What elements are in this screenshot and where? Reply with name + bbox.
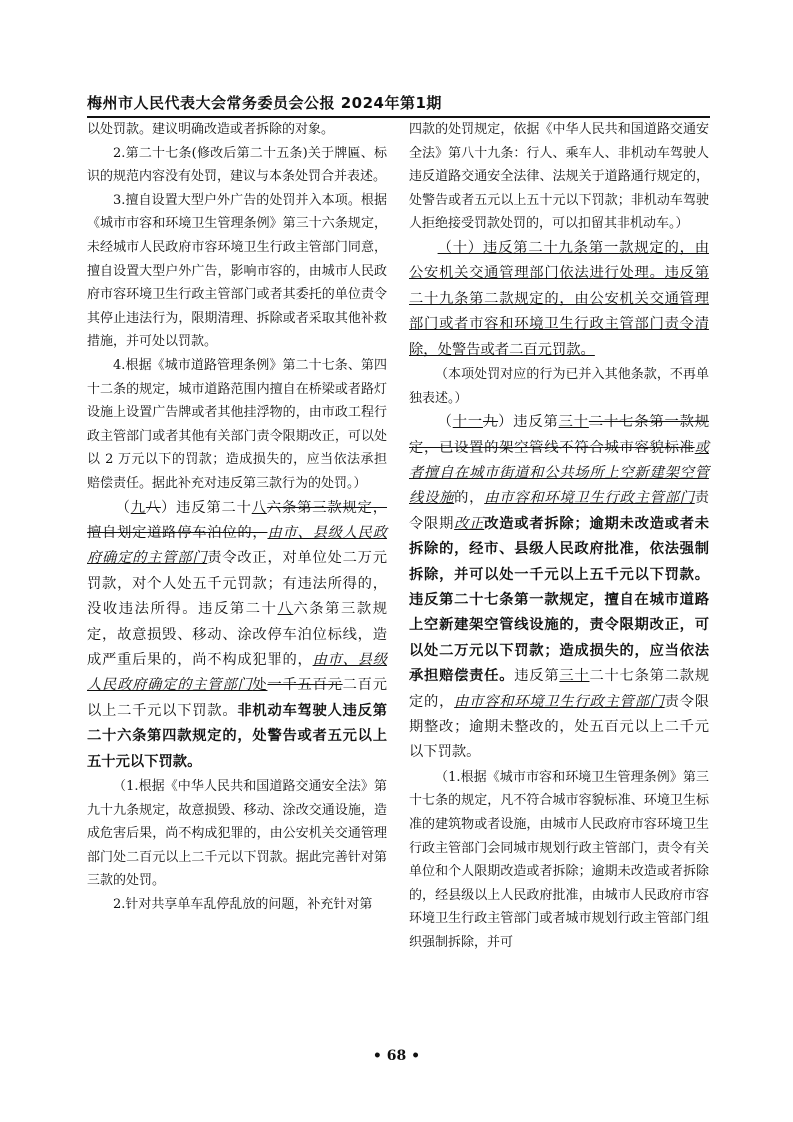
left-column [87,118,387,917]
paragraph: （1.根据《城市市容和环境卫生管理条例》第三十七条的规定，凡不符合城市容貌标准、环境卫生标准的建筑物或者设施，由城市人民政府市容环境卫生行政主管部门会同城市规划行政主管部门，责令有关单位和个人限期改造或者拆除；逾期未改造或者拆除的，经县级以上人民政府批准，由城市人民政府市容环境卫生行政主管部门或者城市规划行政主管部门组织强制拆除，并可 [409,769,709,951]
paragraph: 2.第二十七条(修改后第二十五条)关于牌匾、标识的规范内容没有处罚，建议与本条处罚合并表述。 [87,145,387,185]
right-column [409,118,709,955]
paragraph: 2.针对共享单车乱停乱放的问题，补充针对第 [113,896,373,912]
paragraph: （本项处罚对应的行为已并入其他条款，不再单独表述。） [409,367,709,406]
paragraph: 以处罚款。建议明确改造或者拆除的对象。 [87,122,335,137]
paragraph: 4.根据《城市道路管理条例》第二十七条、第四十二条的规定，城市道路范围内擅自在桥梁或者路灯设施上设置广告牌或者其他挂浮物的，由市政工程行政主管部门或者其他有关部门责令限期改正，可以处以 2 万元以下的罚款；造成损失的，应当依法承担赔偿责任。据此补充对违反第三款行为的处罚。） [87,357,387,491]
article-paragraph: （九八）违反第二十八六条第三款规定，擅自划定道路停车泊位的，由市、县级人民政府确定的主管部门责令改正，对单位处二万元罚款，对个人处五千元罚款；有违法所得的，没收违法所得。违反第二十八六条第三款规定，故意损毁、移动、涂改停车泊位标线，造成严重后果的，尚不构成犯罪的，由市、县级人民政府确定的主管部门处一千五百元二百元以上二千元以下罚款。非机动车驾驶人违反第二十六条第四款规定的，处警告或者五元以上五十元以下罚款。 [87,499,388,770]
article-paragraph: （十一九）违反第三十二十七条第一款规定，已设置的架空管线不符合城市容貌标准或者擅自在城市街道和公共场所上空新建架空管线设施的，由市容和环境卫生行政主管部门责令限期改正改造或者拆除；逾期未改造或者未拆除的，经市、县级人民政府批准，依法强制拆除，并可以处一千元以上五千元以下罚款。违反第二十七条第一款规定，擅自在城市道路上空新建架空管线设施的，责令限期改正，可以处二万元以下罚款；造成损失的，应当依法承担赔偿责任。违反第三十二十七条第二款规定的，由市容和环境卫生行政主管部门责令限期整改；逾期未整改的，处五百元以上二千元以下罚款。 [409,414,710,761]
paragraph: 四款的处罚规定，依据《中华人民共和国道路交通安全法》第八十九条：行人、乘车人、非机动车驾驶人违反道路交通安全法律、法规关于道路通行规定的，处警告或者五元以上五十元以下罚款；非机动车驾驶人拒绝接受罚款处罚的，可以扣留其非机动车。） [409,122,709,232]
gazette-header: 梅州市人民代表大会常务委员会公报 2024年第1期 [87,94,442,112]
article-paragraph: （十）违反第二十九条第一款规定的，由公安机关交通管理部门依法进行处理。违反第二十九条第二款规定的，由公安机关交通管理部门或者市容和环境卫生行政主管部门责令清除，处警告或者二百元罚款。 [409,239,709,358]
page-number: • 68 • [372,1048,421,1064]
paragraph: 3.擅自设置大型户外广告的处罚并入本项。根据《城市市容和环境卫生管理条例》第三十六条规定，未经城市人民政府市容环境卫生行政主管部门同意，擅自设置大型户外广告，影响市容的，由城市人民政府市容环境卫生行政主管部门或者其委托的单位责令其停止违法行为，限期清理、拆除或者采取其他补救措施，并可处以罚款。 [87,192,387,350]
paragraph: （1.根据《中华人民共和国道路交通安全法》第九十九条规定，故意损毁、移动、涂改交通设施，造成危害后果，尚不构成犯罪的，由公安机关交通管理部门处二百元以上二千元以下罚款。据此完善针对第三款的处罚。 [87,778,387,889]
